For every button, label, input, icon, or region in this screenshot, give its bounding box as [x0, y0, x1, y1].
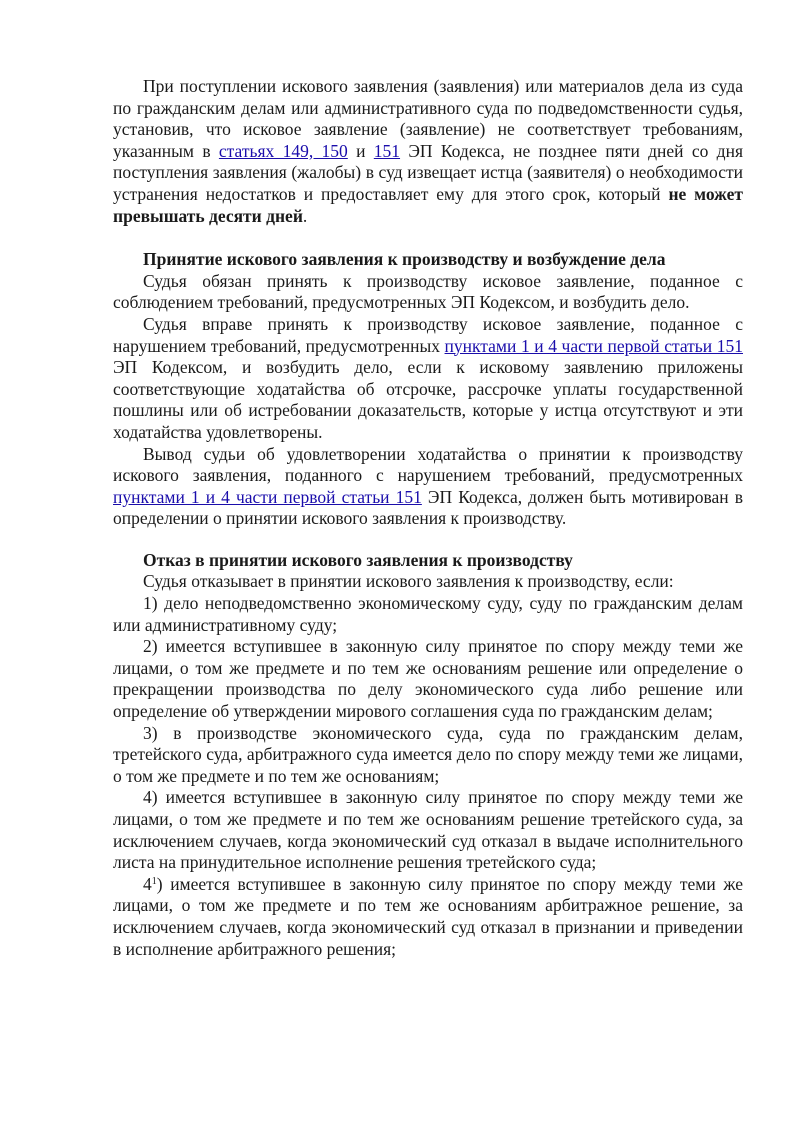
link-article-151[interactable]: 151 [373, 140, 401, 161]
section-heading-refusal: Отказ в принятии искового заявления к производству [143, 549, 573, 570]
link-articles-149-150[interactable]: статьях 149, 150 [218, 140, 348, 161]
section-heading-acceptance: Принятие искового заявления к производству и возбуждение дела [143, 249, 666, 270]
list-item: 1) дело неподведомственно экономическому суду, суду по гражданским делам или административному суду; [113, 593, 743, 635]
list-item: 2) имеется вступившее в законную силу принятое по спору между теми же лицами, о том же предмете и по тем же основаниям решение или определение о прекращении производства по делу экономического суда либо решение или определение об утверждении мирового соглашения суда по гражданским делам; [113, 636, 743, 722]
bold-deadline-text: не может превышать десяти дней [113, 183, 743, 226]
intro-paragraph: При поступлении искового заявления (заявления) или материалов дела из суда по гражданским делам или административного суда по подведомственности судья, установив, что исковое заявление (заявление) не соответствует требованиям, указанным в статьях 149, 150 и 151 ЭП Кодекса, не позднее пяти дней со дня поступления заявления (жалобы) в суд извещает истца (заявителя) о необходимости устранения недостатков и предоставляет ему для этого срок, который не может превышать десяти дней. [113, 76, 743, 226]
paragraph-acceptance-motivation: Вывод судьи об удовлетворении ходатайства о принятии к производству искового заявления, поданного с нарушением требований, предусмотренных пунктами 1 и 4 части первой статьи 151 ЭП Кодекса, должен быть мотивирован в определении о принятии искового заявления к производству. [113, 443, 743, 529]
list-item: $4^1$) имеется вступившее в законную силу принятое по спору между теми же лицами, о том же предмете и по тем же основаниям арбитражное решение, за исключением случаев, когда экономический суд отказал в признании и приведении в исполнение арбитражного решения; [113, 873, 743, 959]
paragraph-acceptance-duty: Судья обязан принять к производству исковое заявление, поданное с соблюдением требований, предусмотренных ЭП Кодексом, и возбудить дело. [113, 270, 743, 313]
spacer [113, 227, 743, 249]
paragraph-refusal-lead: Судья отказывает в принятии искового заявления к производству, если: [143, 571, 674, 592]
paragraph-acceptance-right: Судья вправе принять к производству исковое заявление, поданное с нарушением требований, предусмотренных пунктами 1 и 4 части первой статьи 151 ЭП Кодексом, и возбудить дело, если к исковому заявлению приложены соответствующие ходатайства об отсрочке, рассрочке уплаты государственной пошлины или об истребовании доказательств, которые у истца отсутствуют и эти ходатайства удовлетворены. [113, 313, 743, 442]
list-item: 4) имеется вступившее в законную силу принятое по спору между теми же лицами, о том же предмете и по тем же основаниям решение третейского суда, за исключением случаев, когда экономический суд отказал в выдаче исполнительного листа на принудительное исполнение решения третейского суда; [113, 787, 743, 873]
link-points-1-4-article-151[interactable]: пунктами 1 и 4 части первой статьи 151 [444, 335, 743, 356]
spacer [113, 530, 743, 550]
list-item: 3) в производстве экономического суда, суда по гражданским делам, третейского суда, арбитражного суда имеется дело по спору между теми же лицами, о том же предмете и по тем же основаниям; [113, 722, 743, 786]
link-points-1-4-article-151[interactable]: пунктами 1 и 4 части первой статьи 151 [113, 486, 422, 507]
